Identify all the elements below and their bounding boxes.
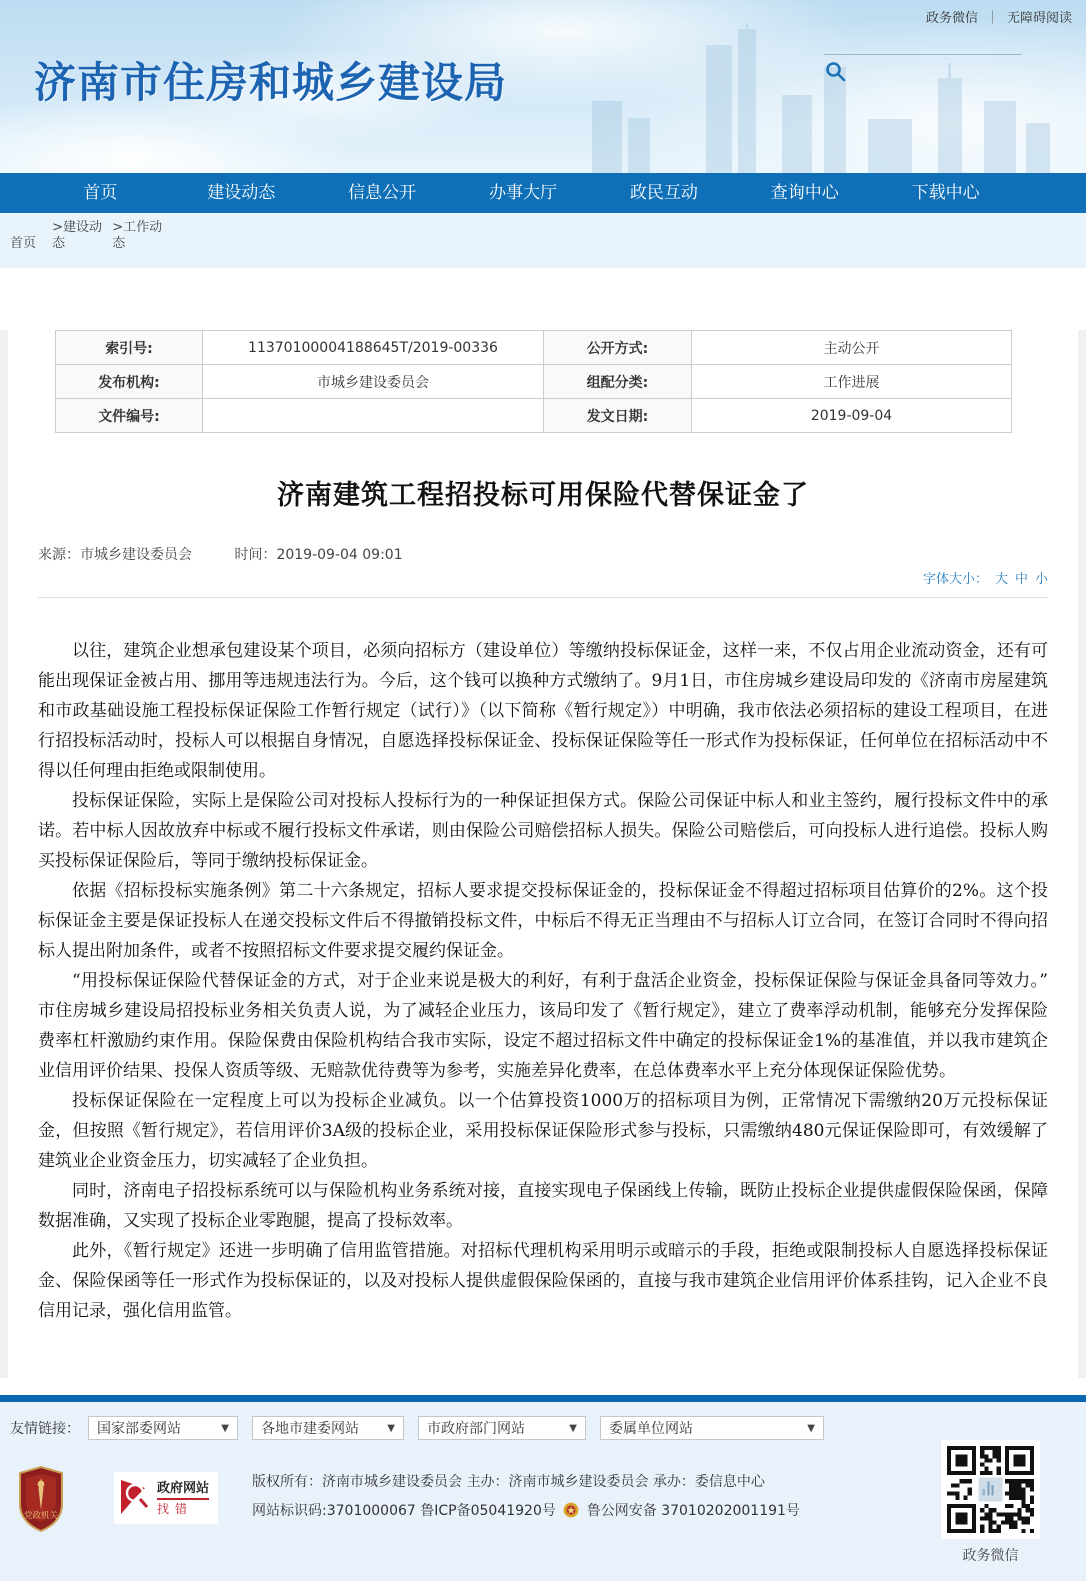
friend-links-select-units[interactable]	[600, 1416, 824, 1440]
police-badge-icon	[563, 1502, 579, 1518]
table-row	[56, 365, 1012, 399]
search-icon[interactable]	[824, 60, 848, 84]
breadcrumb	[0, 213, 1086, 268]
nav-item-interact[interactable]: 政民互动	[629, 183, 698, 203]
nav-item-news[interactable]: 建设动态	[207, 183, 276, 203]
breadcrumb-current[interactable]: >工作动态	[112, 220, 163, 251]
footer	[0, 1395, 1086, 1581]
friend-links-label: 友情链接：	[10, 1421, 80, 1437]
breadcrumb-home[interactable]: 首页	[10, 236, 37, 251]
site-code: 网站标识码:3701000067	[252, 1503, 416, 1519]
meta-divider	[38, 597, 1048, 598]
article-time: 时间：2019-09-04 09:01	[234, 547, 403, 563]
error-logo-rule	[157, 1498, 209, 1500]
friend-links-select-departments[interactable]	[418, 1416, 586, 1440]
copyright-block	[252, 1468, 800, 1526]
font-size-small[interactable]: 小	[1034, 572, 1048, 587]
article-paragraph: 同时，济南电子招投标系统可以与保险机构业务系统对接，直接实现电子保函线上传输，既防止投标企业提供虚假保险保函，保障数据准确，又实现了投标企业零跑腿，提高了投标效率。	[38, 1181, 1048, 1231]
breadcrumb-section[interactable]: >建设动态	[52, 220, 102, 251]
accessibility-link[interactable]: 无障碍阅读	[1006, 11, 1072, 26]
registration-line	[252, 1497, 800, 1526]
gov-site-error-report-logo[interactable]	[114, 1472, 218, 1524]
article-paragraph: “用投标保证保险代替保证金的方式，对于企业来说是极大的利好，有利于盘活企业资金，投标保证保险与保证金具备同等效力。” 市住房城乡建设局招投标业务相关负责人说，为了减轻企业压力，该局印发了《暂行规定》，建立了费率浮动机制，能够充分发挥保险费率杠杆激励约束作用。保险保费由保险机构结合我市实际，设定不超过招标文件中确定的投标保证金1%的基准值，并以我市建筑企业信用评价结果、投保人资质等级、无赔款优待费等为参考，实施差异化费率，在总体费率水平上充分体现保证保险优势。	[38, 971, 1048, 1081]
error-logo-line2: 找错	[157, 1501, 194, 1516]
chevron-down-icon: ▼	[569, 1422, 577, 1434]
icp-number[interactable]: 鲁ICP备05041920号	[420, 1503, 556, 1519]
error-finder-magnifier-icon	[119, 1478, 153, 1518]
info-value: 11370100004188645T/2019-00336	[203, 331, 544, 365]
info-label: 发布机构:	[56, 365, 203, 399]
nav-item-services[interactable]: 办事大厅	[489, 183, 557, 203]
error-logo-texts	[157, 1481, 209, 1516]
search-input-underline[interactable]	[824, 54, 1022, 55]
qr-code	[947, 1446, 1034, 1533]
info-table	[55, 330, 1012, 433]
nav-item-download[interactable]: 下载中心	[911, 183, 980, 203]
qr-code-box	[941, 1440, 1040, 1539]
info-value: 2019-09-04	[692, 399, 1012, 433]
article-source: 来源：市城乡建设委员会	[38, 547, 192, 563]
nav-item-info[interactable]: 信息公开	[348, 183, 417, 203]
article-meta	[38, 544, 1048, 564]
select-value: 委属单位网站	[609, 1421, 693, 1437]
info-value: 工作进展	[692, 365, 1012, 399]
info-value	[203, 399, 544, 433]
select-value: 各地市建委网站	[261, 1421, 359, 1437]
site-title: 济南市住房和城乡建设局	[34, 58, 508, 107]
info-label: 发文日期:	[544, 399, 692, 433]
chevron-down-icon: ▼	[807, 1422, 815, 1434]
copyright-line: 版权所有：济南市城乡建设委员会 主办：济南市城乡建设委员会 承办：委信息中心	[252, 1474, 765, 1490]
security-record-number[interactable]: 鲁公网安备 37010202001191号	[586, 1503, 800, 1519]
chevron-down-icon: ▼	[221, 1422, 229, 1434]
info-value: 市城乡建设委员会	[203, 365, 544, 399]
party-gov-badge-icon[interactable]	[18, 1466, 64, 1532]
nav-item-home[interactable]: 首页	[83, 183, 118, 203]
article-paragraph: 此外，《暂行规定》还进一步明确了信用监管措施。对招标代理机构采用明示或暗示的手段，拒绝或限制投标人自愿选择投标保证金、保险保函等任一形式作为投标保证的，以及对投标人提供虚假保险保函的，直接与我市建筑企业信用评价体系挂钩，记入企业不良信用记录，强化信用监管。	[38, 1241, 1048, 1321]
article-page	[8, 330, 1078, 1378]
table-row	[56, 399, 1012, 433]
info-label: 公开方式:	[544, 331, 692, 365]
chevron-down-icon: ▼	[387, 1422, 395, 1434]
friend-links-select-national[interactable]	[88, 1416, 238, 1440]
select-value: 国家部委网站	[97, 1421, 181, 1437]
info-label: 组配分类:	[544, 365, 692, 399]
main-nav	[0, 173, 1086, 213]
top-links-divider: ｜	[985, 11, 999, 26]
top-links	[926, 7, 1072, 26]
city-skyline-decoration	[586, 23, 1056, 173]
font-size-label: 字体大小：	[922, 572, 988, 587]
gov-wechat-link[interactable]: 政务微信	[925, 11, 978, 26]
font-size-large[interactable]: 大	[994, 572, 1008, 587]
article-paragraph: 以往，建筑企业想承包建设某个项目，必须向招标方（建设单位）等缴纳投标保证金，这样一来，不仅占用企业流动资金，还有可能出现保证金被占用、挪用等违规违法行为。今后，这个钱可以换种方式缴纳了。9月1日，市住房城乡建设局印发的《济南市房屋建筑和市政基础设施工程投标保证保险工作暂行规定（试行）》（以下简称《暂行规定》）中明确，我市依法必须招标的建设工程项目，在进行招投标活动时，投标人可以根据自身情况，自愿选择投标保证金、投标保证保险等任一形式作为投标保证，任何单位在招标活动中不得以任何理由拒绝或限制使用。	[38, 641, 1048, 781]
font-size-control	[38, 568, 1048, 587]
info-value: 主动公开	[692, 331, 1012, 365]
friend-links-row	[0, 1402, 1086, 1440]
table-row	[56, 331, 1012, 365]
article-paragraph: 依据《招标投标实施条例》第二十六条规定，招标人要求提交投标保证金的，投标保证金不得超过招标项目估算价的2%。这个投标保证金主要是保证投标人在递交投标文件后不得撤销投标文件，中标后不得无正当理由不与招标人订立合同，在签订合同时不得向招标人提出附加条件，或者不按照招标文件要求提交履约保证金。	[38, 881, 1048, 961]
qr-code-label: 政务微信	[962, 1548, 1019, 1564]
content-wrap	[0, 330, 1086, 1378]
footer-divider-bar	[0, 1395, 1086, 1402]
nav-item-query[interactable]: 查询中心	[770, 183, 839, 203]
info-label: 索引号:	[56, 331, 203, 365]
article-title: 济南建筑工程招投标可用保险代替保证金了	[277, 480, 809, 511]
article-paragraph: 投标保证保险，实际上是保险公司对投标人投标行为的一种保证担保方式。保险公司保证中标人和业主签约，履行投标文件中的承诺。若中标人因故放弃中标或不履行投标文件承诺，则由保险公司赔偿招标人损失。保险公司赔偿后，可向投标人进行追偿。投标人购买投标保证保险后，等同于缴纳投标保证金。	[38, 791, 1048, 871]
info-label: 文件编号:	[56, 399, 203, 433]
article-body	[38, 636, 1048, 1326]
font-size-medium[interactable]: 中	[1014, 572, 1028, 587]
friend-links-select-cities[interactable]	[252, 1416, 404, 1440]
article-paragraph: 投标保证保险在一定程度上可以为投标企业减负。以一个估算投资1000万的招标项目为例，正常情况下需缴纳20万元投标保证金，但按照《暂行规定》，若信用评价3A级的投标企业，采用投标保证保险形式参与投标，只需缴纳480元保证保险即可，有效缓解了建筑业企业资金压力，切实减轻了企业负担。	[38, 1091, 1048, 1171]
footer-bottom-row	[18, 1466, 1086, 1532]
badge-text: 党政机关	[23, 1511, 59, 1521]
site-header	[0, 0, 1086, 173]
select-value: 市政府部门网站	[427, 1421, 525, 1437]
error-logo-line1: 政府网站	[157, 1480, 210, 1496]
